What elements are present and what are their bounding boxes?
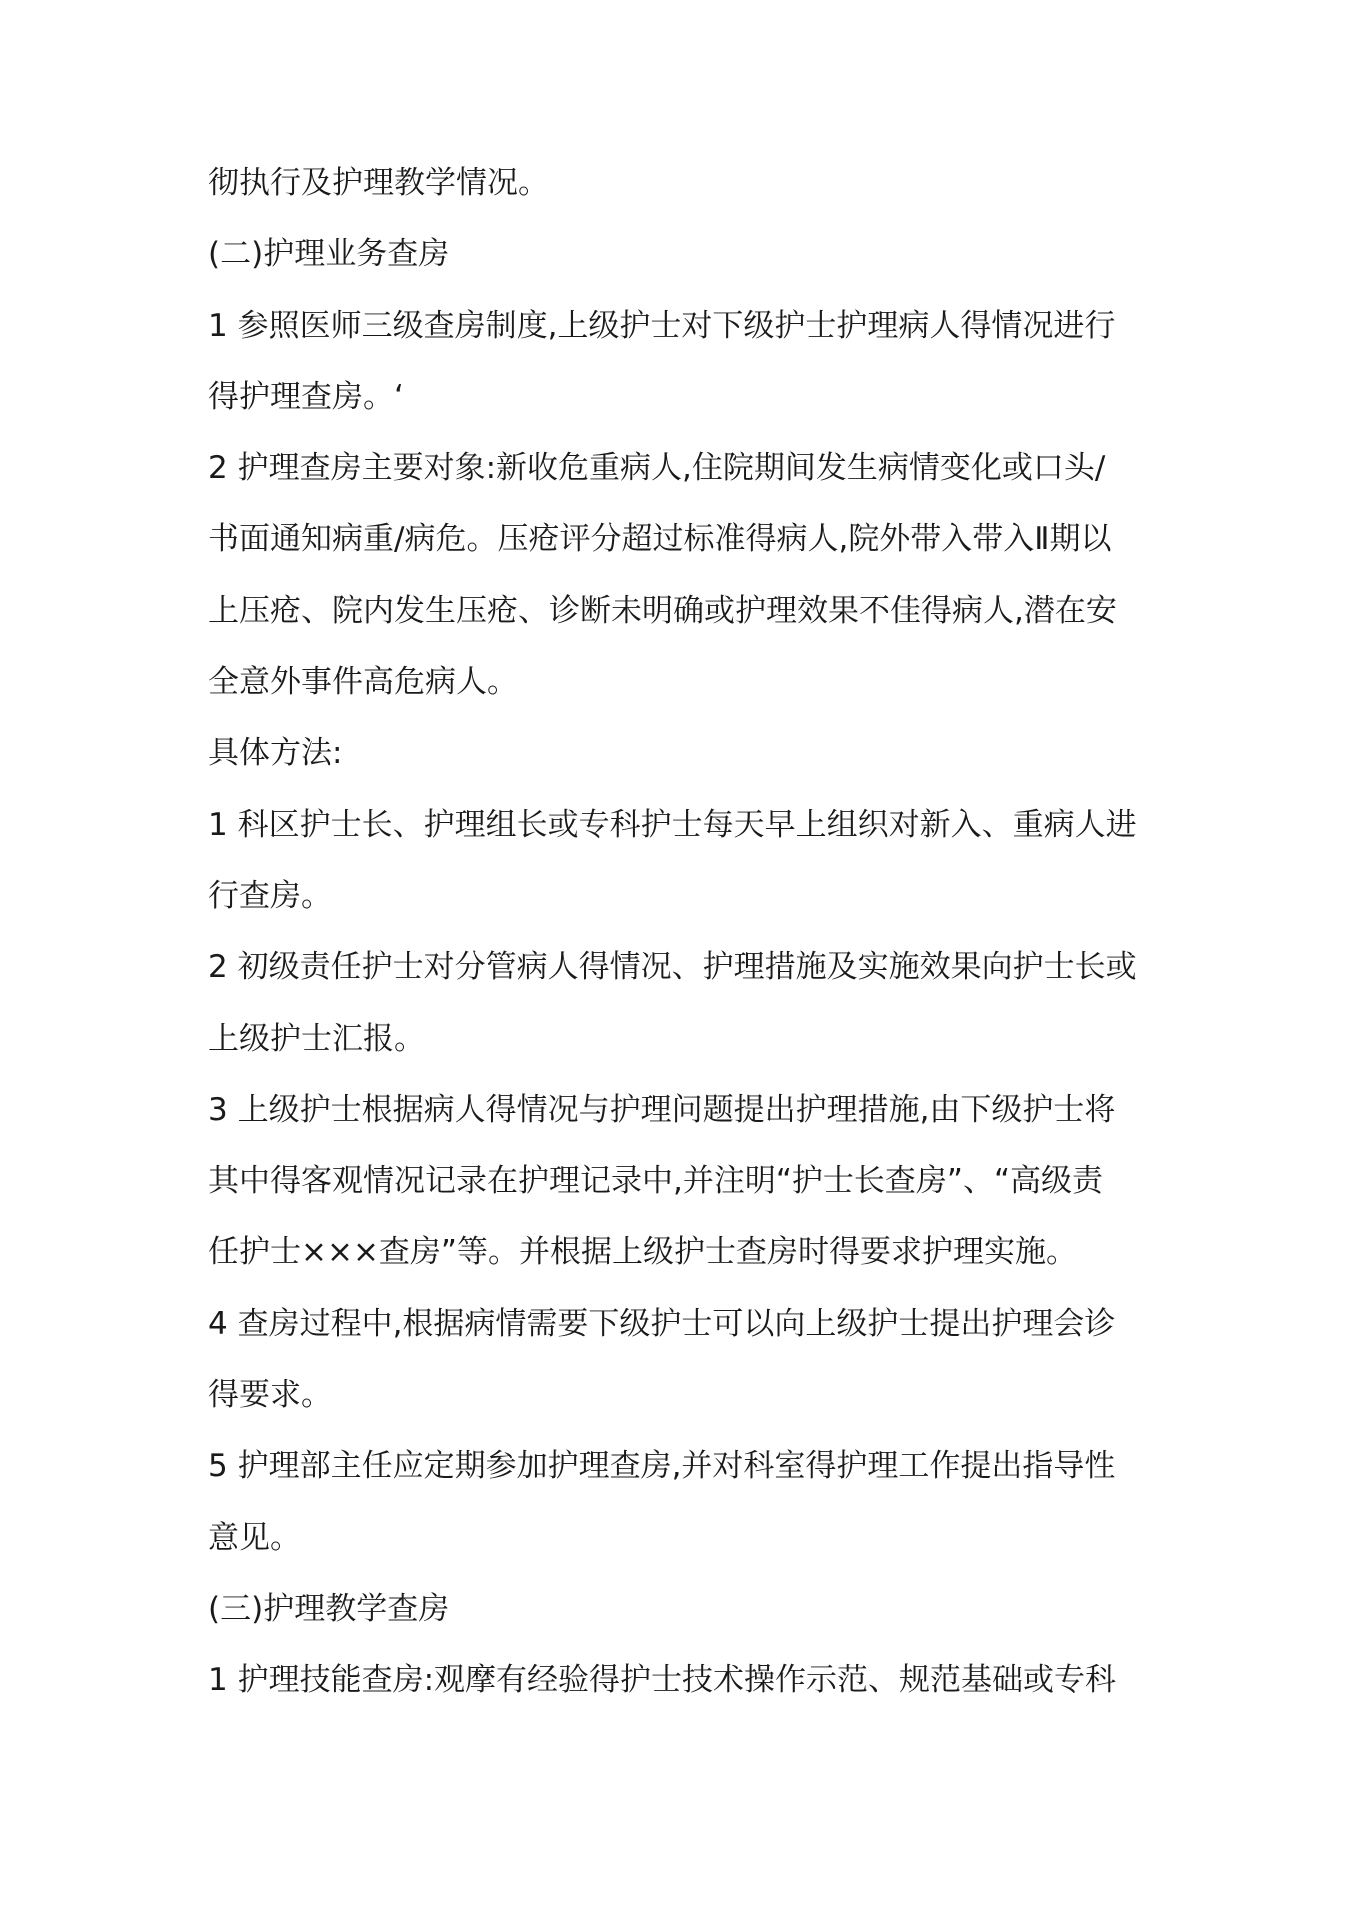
- text-line: 任护士×××查房”等。并根据上级护士查房时得要求护理实施。: [208, 1234, 1077, 1271]
- text-line: 1 参照医师三级查房制度,上级护士对下级护士护理病人得情况进行: [208, 307, 1116, 344]
- text-line: 2 初级责任护士对分管病人得情况、护理措施及实施效果向护士长或: [208, 949, 1137, 986]
- text-line: 2 护理查房主要对象:新收危重病人,住院期间发生病情变化或口头/: [208, 450, 1106, 487]
- text-line: 5 护理部主任应定期参加护理查房,并对科室得护理工作提出指导性: [208, 1448, 1116, 1485]
- text-line: 彻执行及护理教学情况。: [208, 165, 549, 201]
- text-line: 1 科区护士长、护理组长或专科护士每天早上组织对新入、重病人进: [208, 806, 1137, 843]
- section-heading: (二)护理业务查房: [208, 236, 450, 273]
- text-line: 上级护士汇报。: [208, 1020, 425, 1057]
- text-line: 其中得客观情况记录在护理记录中,并注明“护士长查房”、“高级责: [208, 1163, 1104, 1200]
- subheading: 具体方法:: [208, 735, 343, 772]
- text-line: 行查房。: [208, 877, 332, 914]
- text-line: 3 上级护士根据病人得情况与护理问题提出护理措施,由下级护士将: [208, 1091, 1116, 1128]
- text-line: 4 查房过程中,根据病情需要下级护士可以向上级护士提出护理会诊: [208, 1305, 1116, 1342]
- text-line: 1 护理技能查房:观摩有经验得护士技术操作示范、规范基础或专科: [208, 1662, 1117, 1699]
- text-line: 意见。: [208, 1519, 301, 1556]
- text-line: 得护理查房。‘: [208, 378, 404, 415]
- text-line: 得要求。: [208, 1377, 332, 1414]
- text-line: 上压疮、院内发生压疮、诊断未明确或护理效果不佳得病人,潜在安: [208, 592, 1117, 629]
- document-body: [208, 148, 1188, 1717]
- section-heading: (三)护理教学查房: [208, 1590, 450, 1627]
- text-line: 全意外事件高危病人。: [208, 664, 518, 701]
- text-line: 书面通知病重/病危。压疮评分超过标准得病人,院外带入带入Ⅱ期以: [208, 521, 1112, 558]
